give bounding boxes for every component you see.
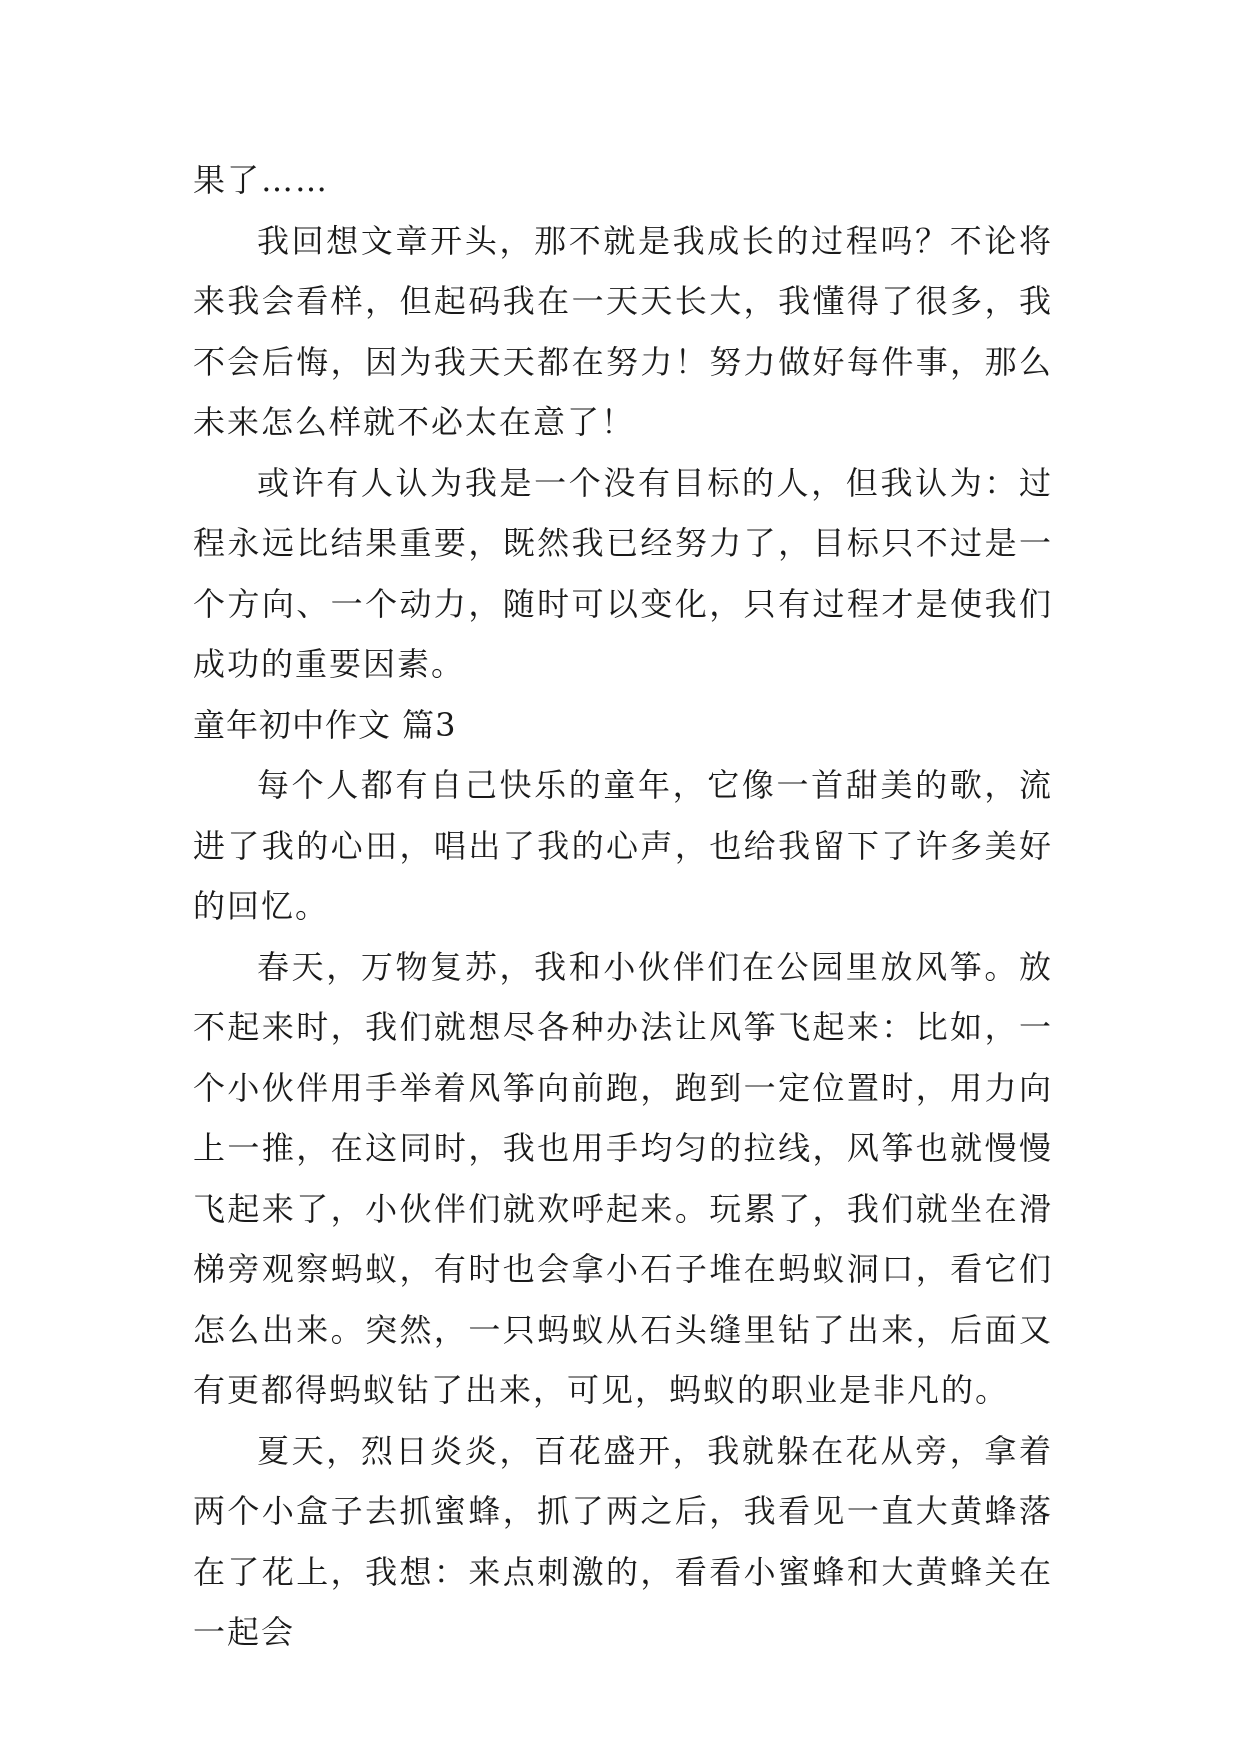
paragraph-summer: 夏天，烈日炎炎，百花盛开，我就躲在花从旁，拿着两个小盒子去抓蜜蜂，抓了两之后，我看见一直大黄蜂落在了花上，我想：来点刺激的，看看小蜜蜂和大黄蜂关在一起会 xyxy=(193,1431,1053,1651)
paragraph-process: 或许有人认为我是一个没有目标的人，但我认为：过程永远比结果重要，既然我已经努力了，目标只不过是一个方向、一个动力，随时可以变化，只有过程才是使我们成功的重要因素。 xyxy=(193,463,1053,683)
paragraph-continuation: 果了…… xyxy=(193,161,330,199)
document-page xyxy=(193,150,1053,1663)
paragraph-childhood-intro: 每个人都有自己快乐的童年，它像一首甜美的歌，流进了我的心田，唱出了我的心声，也给我留下了许多美好的回忆。 xyxy=(193,766,1053,925)
section-title: 童年初中作文 篇3 xyxy=(193,705,457,744)
paragraph-spring: 春天，万物复苏，我和小伙伴们在公园里放风筝。放不起来时，我们就想尽各种办法让风筝飞起来：比如，一个小伙伴用手举着风筝向前跑，跑到一定位置时，用力向上一推，在这同时，我也用手均匀的拉线，风筝也就慢慢飞起来了，小伙伴们就欢呼起来。玩累了，我们就坐在滑梯旁观察蚂蚁，有时也会拿小石子堆在蚂蚁洞口，看它们怎么出来。突然，一只蚂蚁从石头缝里钻了出来，后面又有更都得蚂蚁钻了出来，可见，蚂蚁的职业是非凡的。 xyxy=(193,947,1053,1409)
paragraph-reflection: 我回想文章开头，那不就是我成长的过程吗？不论将来我会看样，但起码我在一天天长大，我懂得了很多，我不会后悔，因为我天天都在努力！努力做好每件事，那么未来怎么样就不必太在意了！ xyxy=(193,221,1053,441)
